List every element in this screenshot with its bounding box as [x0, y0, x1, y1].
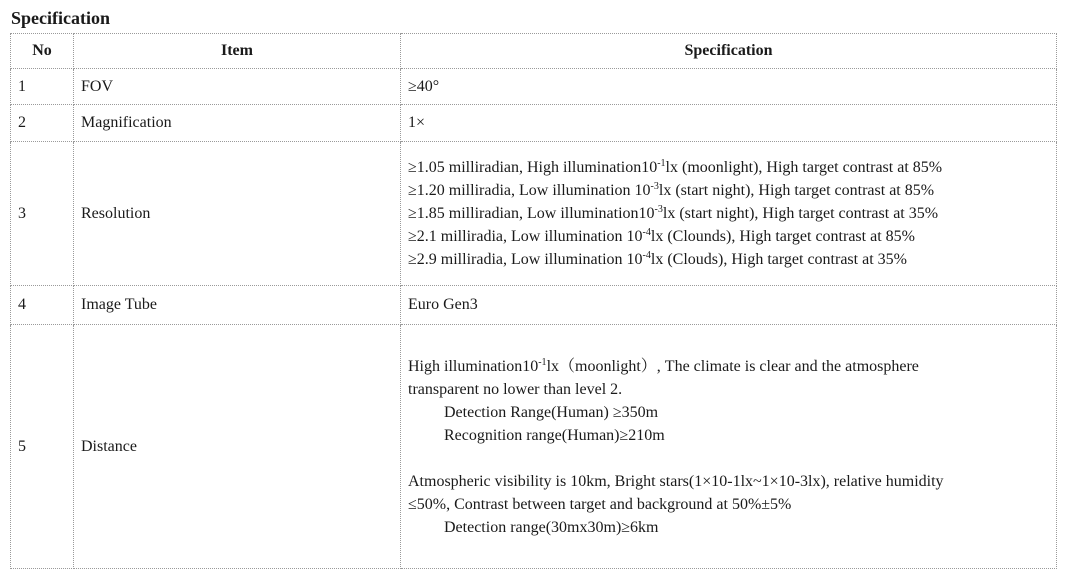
paragraph-gap — [408, 447, 1056, 470]
row-item: Magnification — [74, 105, 401, 142]
row-spec: Euro Gen3 — [401, 286, 1057, 325]
distance-paragraph-line: Atmospheric visibility is 10km, Bright stars(1×10-1lx~1×10-3lx), relative humidity — [408, 472, 944, 490]
row-spec: 1× — [401, 105, 1057, 142]
row-spec: ≥40° — [401, 69, 1057, 105]
row-number: 1 — [11, 69, 74, 105]
table-row — [11, 325, 1057, 569]
header-no: No — [11, 34, 74, 69]
table-row — [11, 69, 1057, 105]
row-item: Distance — [74, 325, 401, 569]
resolution-line: ≥2.1 milliradia, Low illumination $10^{-4}lx$ (Clounds), High target contrast at 85% — [408, 227, 915, 245]
distance-paragraph-line: ≤50%, Contrast between target and background at 50%±5% — [408, 495, 792, 513]
resolution-line: ≥1.05 milliradian, High $illumination10^{-1}lx$ (moonlight), High target contrast at 85% — [408, 158, 943, 176]
row-item: FOV — [74, 69, 401, 105]
table-row — [11, 286, 1057, 325]
resolution-line: ≥1.20 milliradia, Low illumination $10^{-3}lx$ (start night), High target contrast at 85% — [408, 181, 935, 199]
row-number: 5 — [11, 325, 74, 569]
distance-paragraph-line: transparent no lower than level 2. — [408, 380, 623, 398]
detection-range-vehicle: Detection range(30mx30m)≥6km — [444, 518, 659, 536]
distance-paragraph-line: High $illumination10^{-1}lx(moonlight)$, The climate is clear and the atmosphere — [408, 356, 919, 375]
row-spec — [401, 142, 1057, 286]
row-item: Image Tube — [74, 286, 401, 325]
table-row — [11, 105, 1057, 142]
row-item: Resolution — [74, 142, 401, 286]
row-number: 4 — [11, 286, 74, 325]
table-header-row — [11, 34, 1057, 69]
section-title: Specification — [11, 8, 110, 28]
row-number: 2 — [11, 105, 74, 142]
detection-range: Detection Range(Human) ≥350m — [444, 403, 659, 421]
header-specification: Specification — [401, 34, 1057, 69]
header-item: Item — [74, 34, 401, 69]
row-spec — [401, 325, 1057, 569]
specification-table — [10, 33, 1057, 569]
resolution-line: ≥2.9 milliradia, Low illumination $10^{-4}lx$ (Clouds), High target contrast at 35% — [408, 250, 907, 268]
row-number: 3 — [11, 142, 74, 286]
resolution-line: ≥1.85 milliradian, Low $illumination10^{-3}lx$ (start night), High target contrast at 35% — [408, 204, 939, 222]
table-row — [11, 142, 1057, 286]
recognition-range: Recognition range(Human)≥210m — [444, 426, 665, 444]
